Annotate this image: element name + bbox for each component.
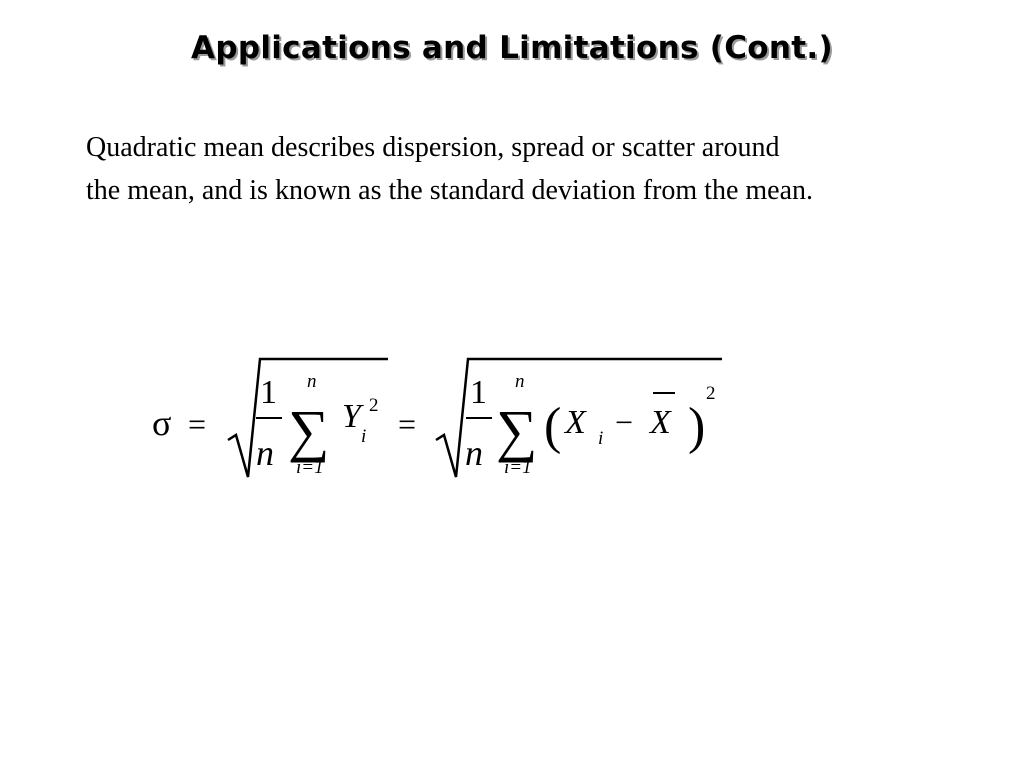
fraction-2-denominator: n	[465, 433, 483, 473]
y-superscript-2: 2	[369, 395, 379, 416]
x-subscript-i: i	[598, 428, 604, 449]
body-paragraph	[86, 126, 986, 212]
summation-1: ∑	[288, 398, 330, 463]
y-subscript-i: i	[361, 426, 367, 447]
minus-sign: −	[615, 404, 634, 440]
equals-sign-2: =	[398, 406, 417, 442]
equals-sign-1: =	[188, 406, 207, 442]
body-line-1: Quadratic mean describes dispersion, spread or scatter around	[86, 132, 780, 163]
outer-superscript-2: 2	[706, 383, 716, 404]
sum-2-upper-limit: n	[515, 371, 525, 392]
sum-2-lower-limit: i=1	[504, 457, 532, 478]
left-parenthesis: (	[544, 398, 562, 455]
sum-1-upper-limit: n	[307, 371, 317, 392]
right-parenthesis: )	[688, 398, 706, 455]
body-line-2: the mean, and is known as the standard deviation from the mean.	[86, 175, 814, 206]
fraction-1-denominator: n	[256, 433, 274, 473]
summation-2: ∑	[496, 398, 538, 463]
standard-deviation-formula	[140, 345, 740, 495]
variable-y: Y	[342, 398, 361, 435]
x-bar-variable: X	[650, 404, 671, 441]
fraction-2-numerator: 1	[470, 374, 487, 411]
variable-x: X	[565, 404, 586, 441]
slide-title: Applications and Limitations (Cont.)	[191, 30, 833, 66]
formula-svg	[140, 345, 740, 495]
sum-1-lower-limit: i=1	[296, 457, 324, 478]
fraction-1-numerator: 1	[260, 374, 277, 411]
sigma-symbol: σ	[152, 403, 172, 443]
